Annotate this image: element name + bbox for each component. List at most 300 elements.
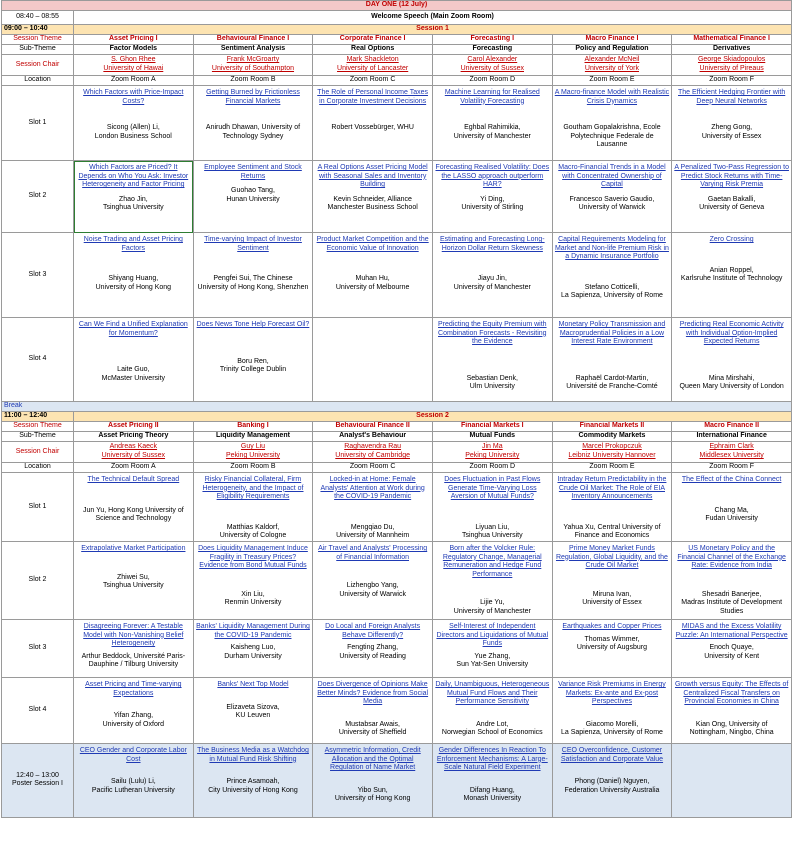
paper-title-link[interactable]: Predicting Real Economic Activity with Individual Option-Implied Expected Returns — [679, 321, 784, 346]
paper-cell — [552, 743, 672, 817]
presenter-affiliation: University of Melbourne — [335, 283, 410, 291]
chair-cell — [313, 55, 433, 76]
session-theme: Macro Finance I — [552, 35, 672, 45]
presenter-name: Miruna Ivan, — [592, 590, 632, 598]
presenter-name: Lizhengbo Yang, — [346, 582, 399, 590]
chair-affiliation[interactable]: Middlesex University — [699, 452, 764, 459]
paper-cell — [74, 473, 194, 542]
day-title: DAY ONE (12 July) — [2, 1, 792, 11]
paper-cell — [74, 619, 194, 677]
paper-title-link[interactable]: Getting Burned by Frictionless Financial Markets — [206, 89, 300, 105]
paper-cell — [672, 677, 792, 743]
paper-title-link[interactable]: Can We Find a Unified Explanation for Momentum? — [78, 321, 188, 337]
paper-title-link[interactable]: CEO Overconfidence, Customer Satisfaction and Corporate Value — [560, 746, 664, 763]
paper-title-link[interactable]: Disagreeing Forever: A Testable Model with Non-Vanishing Belief Heterogeneity — [83, 622, 184, 648]
presenter-affiliation: Nottingham, Ningbo, China — [689, 729, 774, 737]
cell-spacer — [196, 764, 311, 778]
paper-cell — [552, 318, 672, 402]
cell-spacer — [315, 707, 430, 721]
sub-theme: Forecasting — [432, 45, 552, 55]
presenter-affiliation: University of Hong Kong — [334, 795, 411, 803]
presenter-name: Anian Roppel, — [709, 266, 754, 274]
presenter-name: Zheng Gong, — [711, 124, 753, 132]
session-title: Session 2 — [74, 412, 792, 422]
paper-title-link[interactable]: Do Local and Foreign Analysts Behave Differently? — [325, 622, 421, 639]
welcome-title: Welcome Speech (Main Zoom Room) — [74, 11, 792, 25]
session-header-row — [2, 25, 792, 35]
paper-cell — [74, 677, 194, 743]
paper-cell — [193, 743, 313, 817]
chair-name[interactable]: George Skiadopoulos — [697, 56, 766, 64]
slot-label: Slot 1 — [2, 473, 74, 542]
presenter-name: Guohao Tang, — [231, 187, 275, 195]
cell-spacer — [674, 747, 789, 761]
cell-spacer — [674, 106, 789, 124]
paper-title-link[interactable]: Extrapolative Market Participation — [81, 544, 186, 552]
cell-spacer — [76, 253, 191, 275]
session-chair-row — [2, 55, 792, 76]
paper-cell — [193, 161, 313, 233]
cell-spacer — [76, 338, 191, 366]
cell-spacer — [435, 347, 550, 375]
presenter-name: Yahua Xu, Central University of — [563, 523, 661, 531]
presenter-affiliation: City University of Hong Kong — [208, 786, 298, 794]
presenter-affiliation: Trinity College Dublin — [219, 366, 287, 374]
cell-spacer — [674, 347, 789, 375]
presenter-name: Sicong (Allen) Li, — [106, 124, 160, 132]
paper-cell — [432, 318, 552, 402]
zoom-room: Zoom Room F — [672, 463, 792, 473]
presenter-name: Xin Liu, — [241, 590, 265, 598]
presenter-affiliation: University of Oxford — [102, 720, 165, 728]
cell-spacer — [315, 502, 430, 524]
presenter-affiliation: University of Hong Kong, Shenzhen — [197, 283, 309, 291]
paper-cell — [552, 677, 672, 743]
paper-cell — [552, 473, 672, 542]
presenter-name: Difang Huang, — [469, 786, 515, 794]
break-label: Break — [2, 402, 792, 412]
presenter-affiliation: University of Hong Kong — [95, 283, 172, 291]
chair-affiliation[interactable]: University of Pireaus — [699, 65, 764, 72]
paper-title-link[interactable]: Time-varying Impact of Investor Sentiment — [204, 236, 302, 252]
slot-row — [2, 619, 792, 677]
chair-name[interactable]: Raghavendra Rau — [344, 443, 402, 451]
presenter-name: Anirudh Dhawan, University of — [205, 124, 301, 132]
sub-theme: Derivatives — [672, 45, 792, 55]
chair-affiliation[interactable]: University of Sussex — [460, 65, 524, 72]
chair-name[interactable]: Marcel Prokopczuk — [582, 443, 642, 451]
location-row — [2, 76, 792, 86]
presenter-affiliation: University of Kent — [704, 652, 760, 660]
presenter-name: Yi Ding, — [480, 195, 505, 203]
paper-title-link[interactable]: Forecasting Realised Volatility: Does the LASSO approach outperform HAR? — [435, 164, 550, 189]
presenter-affiliation: Science and Technology — [95, 515, 172, 523]
presenter-affiliation: University of Essex — [582, 599, 642, 607]
session-header-row — [2, 412, 792, 422]
sub-theme: Mutual Funds — [432, 432, 552, 442]
presenter-affiliation: Monash University — [463, 795, 522, 803]
slot-label: Slot 2 — [2, 541, 74, 619]
cell-spacer — [196, 502, 311, 524]
paper-cell — [193, 541, 313, 619]
paper-title-link[interactable]: Prime Money Market Funds Regulation, Global Liquidity, and the Crude Oil Market — [555, 544, 668, 570]
paper-title-link[interactable]: Earthquakes and Copper Prices — [562, 622, 662, 630]
presenter-affiliation: Polytechnique Federale de Lausanne — [570, 132, 654, 149]
row-label-chair: Session Chair — [2, 442, 74, 463]
paper-title-link[interactable]: Air Travel and Analysts' Processing of Financial Information — [318, 544, 428, 561]
presenter-name: Zhao Jin, — [118, 195, 148, 203]
paper-title-link[interactable]: Does News Tone Help Forecast Oil? — [196, 321, 310, 328]
paper-title-link[interactable]: Monetary Policy Transmission and Macroprudential Policies in a Low Interest Rate Environment — [558, 321, 666, 346]
paper-cell — [193, 233, 313, 318]
chair-affiliation[interactable]: Peking University — [225, 452, 281, 459]
presenter-name: Yue Zhang, — [474, 652, 511, 660]
cell-spacer — [435, 502, 550, 524]
chair-name[interactable]: Jin Ma — [481, 443, 503, 451]
paper-title-link[interactable]: Macro-Financial Trends in a Model with Concentrated Ownership of Capital — [558, 164, 666, 189]
location-row — [2, 463, 792, 473]
paper-title-link[interactable]: Noise Trading and Asset Pricing Factors — [83, 236, 183, 252]
zoom-room: Zoom Room C — [313, 463, 433, 473]
paper-title-link[interactable]: Self-Interest of Independent Directors and Liquidations of Mutual Funds — [436, 622, 549, 648]
paper-cell — [552, 86, 672, 161]
paper-title-link[interactable]: Gender Differences In Reaction To Enforcement Mechanisms: A Large-Scale Natural Field Experiment — [436, 746, 548, 772]
presenter-name: Jiayu Jin, — [477, 275, 507, 283]
session-theme: Forecasting I — [432, 35, 552, 45]
paper-title-link[interactable]: Intraday Return Predictability in the Crude Oil Market: The Role of EIA Inventory Announcements — [557, 476, 667, 501]
paper-title-link[interactable]: The Technical Default Spread — [87, 476, 180, 483]
slot-label: Slot 1 — [2, 86, 74, 161]
chair-cell — [193, 55, 313, 76]
chair-affiliation[interactable]: University of Southampton — [211, 65, 295, 72]
paper-title-link[interactable]: Which Factors with Price-Impact Costs? — [83, 89, 184, 105]
paper-title-link[interactable]: Banks' Next Top Model — [217, 680, 289, 688]
presenter-affiliation: University of Manchester — [453, 607, 531, 615]
chair-cell — [432, 55, 552, 76]
paper-cell — [432, 743, 552, 817]
chair-cell — [313, 442, 433, 463]
paper-cell — [313, 743, 433, 817]
paper-cell — [672, 86, 792, 161]
paper-cell — [672, 318, 792, 402]
presenter-name: Muhan Hu, — [355, 275, 390, 283]
paper-cell — [672, 743, 792, 817]
chair-name[interactable]: Frank McGroarty — [226, 56, 280, 64]
presenter-affiliation: Technology Sydney — [222, 132, 284, 140]
cell-spacer — [435, 773, 550, 787]
paper-cell — [74, 161, 194, 233]
cell-spacer — [555, 106, 670, 124]
presenter-affiliation: McMaster University — [101, 374, 166, 382]
paper-cell — [432, 619, 552, 677]
sub-theme: Real Options — [313, 45, 433, 55]
session-time: 11:00 – 12:40 — [2, 412, 74, 422]
cell-spacer — [435, 579, 550, 599]
paper-cell — [193, 86, 313, 161]
chair-name[interactable]: Ephraim Clark — [709, 443, 754, 451]
zoom-room: Zoom Room B — [193, 463, 313, 473]
presenter-affiliation: London Business School — [94, 132, 172, 140]
paper-title-link[interactable]: Estimating and Forecasting Long-Horizon Dollar Return Skewness — [439, 236, 545, 252]
presenter-name: Shiyang Huang, — [108, 275, 159, 283]
presenter-affiliation: University of Cologne — [219, 532, 287, 540]
session-theme: Mathematical Finance I — [672, 35, 792, 45]
cell-spacer — [674, 571, 789, 591]
chair-name[interactable]: S. Ghon Rhee — [111, 56, 156, 64]
sub-theme: Factor Models — [74, 45, 194, 55]
paper-title-link[interactable]: The Business Media as a Watchdog in Mutual Fund Risk Shifting — [197, 746, 309, 763]
slot-row — [2, 161, 792, 233]
presenter-name: Kian Ong, University of — [695, 720, 768, 728]
poster-time: 12:40 – 13:00 — [16, 771, 59, 779]
cell-spacer — [435, 707, 550, 721]
paper-title-link[interactable]: Which Factors are Priced? It Depends on Who You Ask: Investor Heterogeneity and Factor Pricing — [78, 164, 189, 189]
paper-cell — [74, 318, 194, 402]
session-theme: Corporate Finance I — [313, 35, 433, 45]
cell-spacer — [555, 502, 670, 524]
presenter-affiliation: Finance and Economics — [574, 532, 650, 540]
session-theme-row — [2, 35, 792, 45]
presenter-name: Lijie Yu, — [480, 599, 505, 607]
presenter-name: Yibo Sun, — [357, 786, 388, 794]
paper-title-link[interactable]: Does Divergence of Opinions Make Better Minds? Evidence from Social Media — [317, 680, 429, 706]
cell-spacer — [315, 253, 430, 275]
paper-cell — [432, 473, 552, 542]
slot-label: Slot 4 — [2, 318, 74, 402]
presenter-name: Raphaël Cardot-Martin, — [575, 374, 649, 382]
sub-theme: Liquidity Management — [193, 432, 313, 442]
paper-title-link[interactable]: Variance Risk Premiums in Energy Markets: Ex-ante and Ex-post Perspectives — [558, 680, 666, 706]
presenter-affiliation: Fudan University — [705, 515, 758, 523]
presenter-name: Stefano Cotticelli, — [584, 283, 640, 291]
sub-theme-row — [2, 45, 792, 55]
paper-title-link[interactable]: MIDAS and the Excess Volatility Puzzle: An International Perspective — [675, 622, 788, 639]
presenter-name: Yifan Zhang, — [113, 712, 154, 720]
slot-row — [2, 541, 792, 619]
presenter-name: Boru Ren, — [237, 357, 269, 365]
presenter-affiliation: Hunan University — [226, 195, 280, 203]
paper-cell — [313, 161, 433, 233]
slot-label: Slot 4 — [2, 677, 74, 743]
presenter-affiliation: Norwegian School of Economics — [441, 729, 543, 737]
cell-spacer — [555, 347, 670, 375]
zoom-room: Zoom Room D — [432, 76, 552, 86]
cell-spacer — [674, 245, 789, 267]
paper-cell — [74, 86, 194, 161]
presenter-affiliation: La Sapienza, University of Rome — [560, 729, 663, 737]
presenter-name: Mina Mirshahi, — [708, 374, 755, 382]
cell-spacer — [555, 764, 670, 778]
paper-title-link[interactable]: Zero Crossing — [709, 236, 754, 243]
paper-cell — [432, 677, 552, 743]
paper-title-link[interactable]: Born after the Volcker Rule: Regulatory Change, Managerial Remuneration and Hedge Fund Performance — [442, 544, 542, 578]
paper-title-link[interactable]: Does Fluctuation in Past Flows Generate Time-Varying Loss Aversion of Mutual Funds? — [444, 476, 541, 501]
presenter-name: Kevin Schneider, Alliance — [333, 195, 412, 203]
paper-title-link[interactable]: Banks' Liquidity Management During the COVID-19 Pandemic — [196, 622, 310, 639]
slot-row — [2, 86, 792, 161]
cell-spacer — [674, 485, 789, 507]
paper-cell — [552, 619, 672, 677]
paper-title-link[interactable]: The Role of Personal Income Taxes in Corporate Investment Decisions — [317, 89, 429, 105]
presenter-affiliation: University of Manchester — [453, 283, 531, 291]
chair-affiliation[interactable]: Peking University — [465, 452, 520, 459]
paper-cell — [193, 677, 313, 743]
chair-cell — [193, 442, 313, 463]
presenter-affiliation: Université de Franche-Comté — [566, 383, 658, 391]
presenter-affiliation: Federation University Australia — [564, 786, 660, 794]
presenter-name: Matthias Kaldorf, — [226, 523, 280, 531]
presenter-name: Phong (Daniel) Nguyen, — [574, 778, 650, 786]
chair-cell — [74, 442, 194, 463]
slot-row — [2, 473, 792, 542]
session-theme: Macro Finance II — [672, 422, 792, 432]
paper-cell — [672, 619, 792, 677]
welcome-time: 08:40 – 08:55 — [2, 11, 74, 25]
presenter-name: Thomas Wimmer, — [584, 635, 640, 643]
session-theme: Asset Pricing I — [74, 35, 194, 45]
chair-affiliation[interactable]: University of York — [584, 65, 639, 72]
row-label-subtheme: Sub-Theme — [2, 45, 74, 55]
paper-title-link[interactable]: A Penalized Two-Pass Regression to Predict Stock Returns with Time-Varying Risk Premia — [674, 164, 789, 189]
chair-cell — [432, 442, 552, 463]
sub-theme: Asset Pricing Theory — [74, 432, 194, 442]
paper-cell — [672, 233, 792, 318]
presenter-name: Robert Vossebürger, WHU — [331, 124, 414, 132]
paper-title-link[interactable]: The Effect of the China Connect — [681, 476, 782, 483]
presenter-affiliation: KU Leuven — [235, 712, 271, 720]
paper-title-link[interactable]: Predicting the Equity Premium with Combination Forecasts - Revisiting the Evidence — [438, 321, 547, 346]
paper-cell — [193, 318, 313, 402]
paper-title-link[interactable]: A Real Options Asset Pricing Model with Seasonal Sales and Inventory Building — [317, 164, 428, 189]
session-chair-row — [2, 442, 792, 463]
paper-title-link[interactable]: Product Market Competition and the Economic Value of Innovation — [316, 236, 429, 252]
presenter-name: Prince Asamoah, — [226, 778, 280, 786]
presenter-name: Jun Yu, Hong Kong University of — [83, 506, 184, 514]
paper-cell — [432, 233, 552, 318]
break-row — [2, 402, 792, 412]
paper-cell — [313, 473, 433, 542]
sub-theme-row — [2, 432, 792, 442]
presenter-name: Mengqiao Du, — [350, 523, 395, 531]
paper-title-link[interactable]: Asset Pricing and Time-varying Expectations — [85, 680, 182, 697]
presenter-name: Pengfei Sui, The Chinese — [213, 275, 293, 283]
presenter-name: Giacomo Morelli, — [585, 720, 639, 728]
paper-cell — [672, 473, 792, 542]
poster-label: Poster Session I — [12, 780, 63, 788]
cell-spacer — [76, 106, 191, 124]
slot-label: Slot 3 — [2, 233, 74, 318]
row-label-theme: Session Theme — [2, 422, 74, 432]
chair-affiliation[interactable]: University of Lancaster — [337, 65, 409, 72]
zoom-room: Zoom Room D — [432, 463, 552, 473]
sub-theme: Sentiment Analysis — [193, 45, 313, 55]
chair-name[interactable]: Guy Liu — [240, 443, 266, 451]
paper-cell — [672, 161, 792, 233]
cell-spacer — [555, 707, 670, 721]
presenter-name: Francesco Saverio Gaudio, — [569, 195, 655, 203]
cell-spacer — [555, 571, 670, 591]
cell-spacer — [196, 571, 311, 591]
paper-title-link[interactable]: Does Liquidity Management Induce Fragility in Treasury Prices? Evidence from Bond Mutual Funds — [198, 544, 308, 570]
paper-cell — [552, 233, 672, 318]
cell-spacer — [315, 321, 430, 349]
cell-spacer — [196, 330, 311, 358]
paper-title-link[interactable]: Capital Requirements Modeling for Market and Non-life Premium Risk in a Dynamic Insurance Portfolio — [554, 236, 669, 261]
paper-cell — [552, 541, 672, 619]
zoom-room: Zoom Room C — [313, 76, 433, 86]
presenter-affiliation: Madras Institute of Development Studies — [681, 599, 783, 615]
zoom-room: Zoom Room E — [552, 76, 672, 86]
presenter-affiliation: Tsinghua University — [461, 532, 523, 540]
chair-affiliation[interactable]: University of Sussex — [101, 452, 166, 459]
paper-title-link[interactable]: Employee Sentiment and Stock Returns — [204, 164, 302, 180]
slot-row — [2, 318, 792, 402]
session-theme: Behavioural Finance I — [193, 35, 313, 45]
paper-title-link[interactable]: Machine Learning for Realised Volatility Forecasting — [444, 89, 540, 105]
presenter-affiliation: Manchester Business School — [327, 204, 418, 212]
cell-spacer — [196, 253, 311, 275]
session-time: 09:00 – 10:40 — [2, 25, 74, 35]
sub-theme: Analyst's Behaviour — [313, 432, 433, 442]
cell-spacer — [315, 106, 430, 124]
cell-spacer — [76, 554, 191, 574]
cell-spacer — [76, 698, 191, 712]
presenter-affiliation: La Sapienza, University of Rome — [560, 292, 663, 300]
slot-row — [2, 677, 792, 743]
presenter-affiliation: University of Augsburg — [576, 644, 647, 652]
presenter-affiliation: Renmin University — [224, 599, 282, 607]
paper-cell — [74, 743, 194, 817]
chair-affiliation[interactable]: Leibniz University Hannover — [568, 452, 656, 459]
presenter-name: Mustabsar Awais, — [345, 720, 400, 728]
presenter-affiliation: University of Sheffield — [338, 729, 407, 737]
presenter-name: Liyuan Liu, — [475, 523, 510, 531]
paper-title-link[interactable]: US Monetary Policy and the Financial Channel of the Exchange Rate: Evidence from India — [677, 544, 786, 570]
chair-name[interactable]: Andreas Kaeck — [109, 443, 158, 451]
row-label-theme: Session Theme — [2, 35, 74, 45]
paper-cell — [432, 86, 552, 161]
paper-cell — [193, 473, 313, 542]
chair-name[interactable]: Alexander McNeil — [584, 56, 640, 64]
paper-title-link[interactable]: Locked-in at Home: Female Analysts' Attention at Work during the COVID-19 Pandemic — [320, 476, 425, 501]
chair-name[interactable]: Carol Alexander — [467, 56, 518, 64]
presenter-affiliation: Durham University — [224, 652, 282, 660]
chair-affiliation[interactable]: University of Cambridge — [335, 452, 410, 459]
presenter-name: Eghbal Rahimikia, — [464, 124, 521, 132]
paper-title-link[interactable]: Growth versus Equity: The Effects of Centralized Fiscal Transfers on Provincial Economies in China — [674, 680, 789, 706]
paper-title-link[interactable]: Asymmetric Information, Credit Allocation and the Optimal Regulation of Name Market — [324, 746, 421, 772]
presenter-name: Zhiwei Su, — [116, 573, 150, 581]
paper-title-link[interactable]: The Efficient Hedging Frontier with Deep Neural Networks — [678, 89, 786, 105]
row-label-chair: Session Chair — [2, 55, 74, 76]
presenter-affiliation: University of Essex — [701, 132, 762, 140]
paper-title-link[interactable]: Daily, Unambiguous, Heterogeneous Mutual Fund Flows and Their Performance Sensitivity — [435, 680, 550, 706]
presenter-name: Chang Ma, — [714, 506, 749, 514]
session-theme: Behavioural Finance II — [313, 422, 433, 432]
presenter-name: Sailu (Lulu) Li, — [110, 778, 156, 786]
day-header-row — [2, 1, 792, 11]
presenter-affiliation: Sun Yat-Sen University — [456, 661, 529, 669]
paper-title-link[interactable]: A Macro-finance Model with Realistic Crisis Dynamics — [554, 89, 670, 105]
paper-title-link[interactable]: CEO Gender and Corporate Labor Cost — [79, 746, 187, 763]
paper-cell — [74, 233, 194, 318]
sub-theme: International Finance — [672, 432, 792, 442]
chair-name[interactable]: Mark Shackleton — [346, 56, 399, 64]
paper-title-link[interactable]: Risky Financial Collateral, Firm Heterogeneity, and the Impact of Eligibility Requirements — [202, 476, 304, 501]
presenter-affiliation: Tsinghua University — [102, 582, 164, 590]
presenter-name: Andre Lot, — [476, 720, 509, 728]
chair-affiliation[interactable]: University of Hawai — [103, 65, 164, 72]
